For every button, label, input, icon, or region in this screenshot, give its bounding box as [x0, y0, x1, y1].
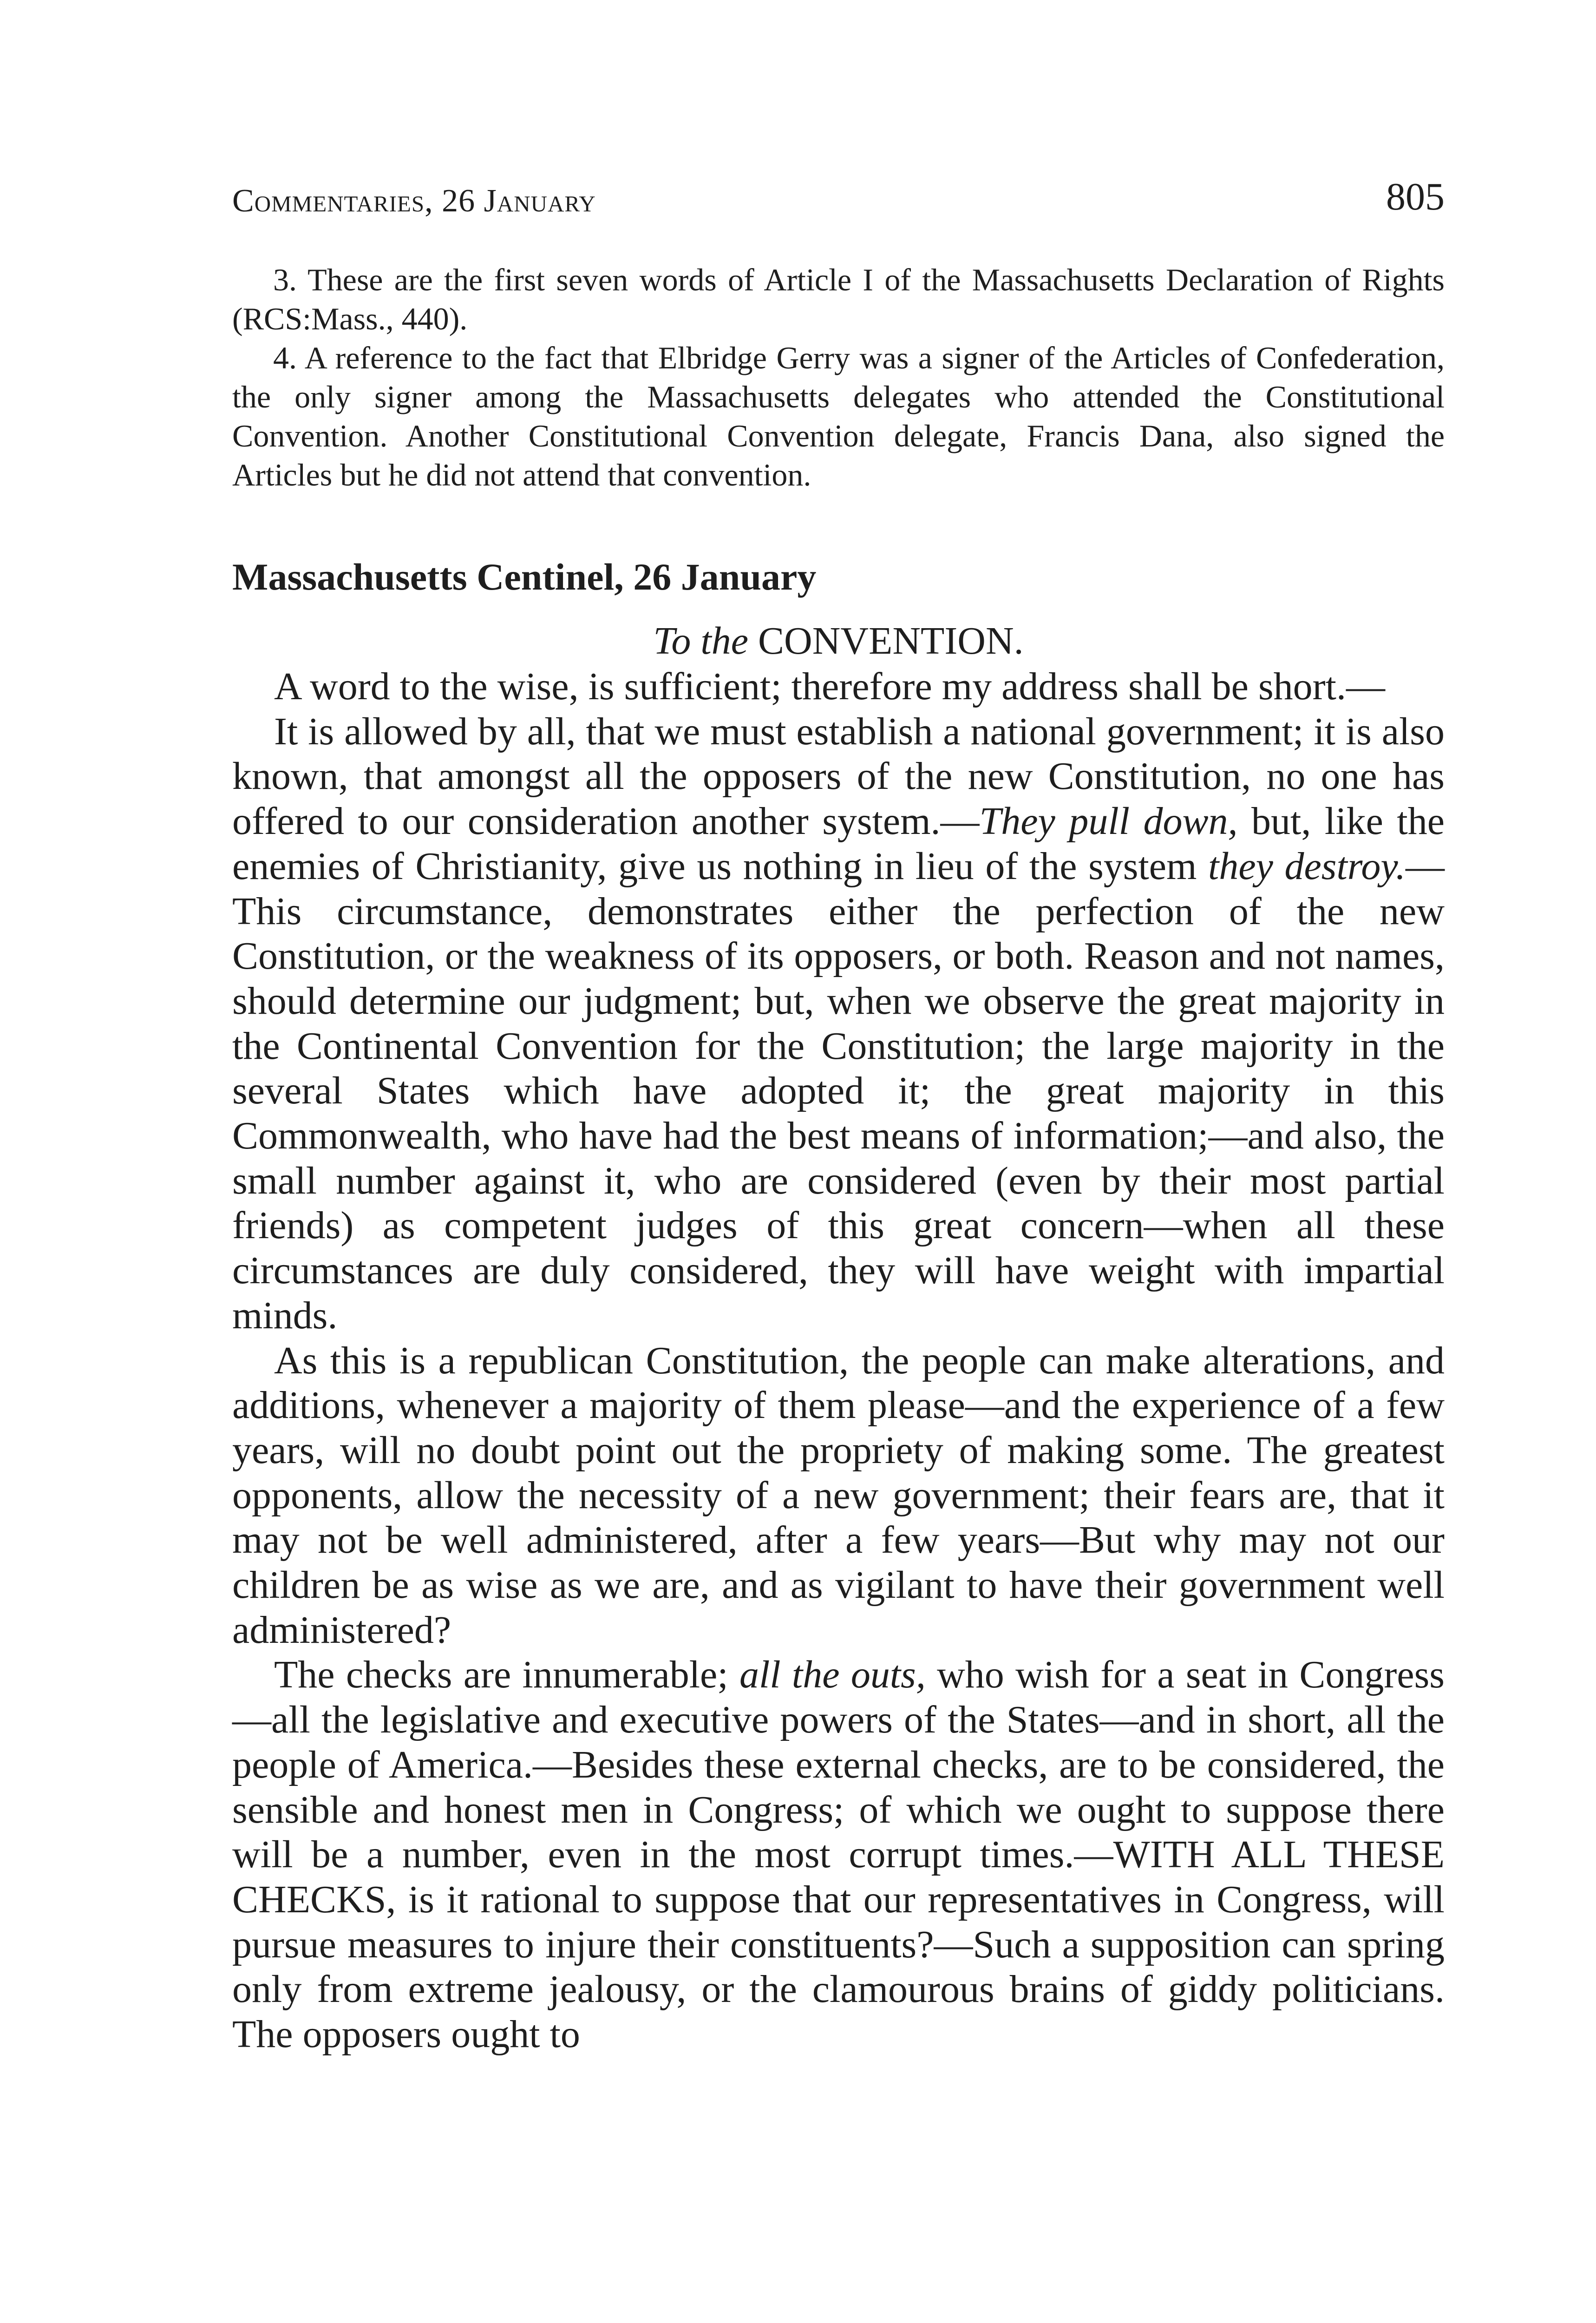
article-title-main: CONVENTION. [758, 619, 1024, 663]
article-title [232, 618, 1445, 664]
body-paragraph-4-italic: all the outs, [739, 1653, 926, 1697]
body-paragraph-2-italic-b: they destroy. [1208, 844, 1406, 888]
footnote-4: 4. A reference to the fact that Elbridge Gerry was a signer of the Articles of Confederation, the only signer among the Massachusetts delegates who attended the Constitutional Convention. Another Constitutional Convention delegate, Francis Dana, also signed the Articles but he did not attend that convention. [232, 340, 1445, 492]
body-paragraph-4-part-c: who wish for a seat in Congress—all the legislative and executive powers of the States—and in short, all the people of America.—Besides these external checks, are to be considered, the sensible and honest men in Congress; of which we ought to suppose there will be a number, even in the most corrupt times.—WITH ALL THESE CHECKS, is it rational to suppose that our representatives in Congress, will pursue measures to injure their constituents?—Such a supposition can spring only from extreme jealousy, or the clamourous brains of giddy politicians. The opposers ought to [232, 1653, 1445, 2056]
footnotes [232, 260, 1445, 494]
article-title-prefix: To the [653, 619, 749, 663]
body-paragraph-2-part-c: but, like the enemies of Christianity, give us nothing in lieu of the system [232, 800, 1445, 888]
body-paragraph-3: As this is a republican Constitution, the people can make alterations, and additions, whenever a majority of them please—and the experience of a few years, will no doubt point out the propriety of making some. The greatest opponents, allow the necessity of a new government; their fears are, that it may not be well administered, after a few years—But why may not our children be as wise as we are, and as vigilant to have their government well administered? [232, 1339, 1445, 1652]
body-paragraph-2-part-a: It is allowed by all, that we must establish a national government; it is also known, that amongst all the opposers of the new Constitution, no one has offered to our consideration another system.— [232, 709, 1445, 843]
article-body [232, 664, 1445, 2057]
body-paragraph-2-part-e: —This circumstance, demonstrates either the perfection of the new Constitution, or the weakness of its opposers, or both. Reason and not names, should determine our judgment; but, when we observe the great majority in the Continental Convention for the Constitution; the large majority in the several States which have adopted it; the great majority in this Commonwealth, who have had the best means of information;—and also, the small number against it, who are considered (even by their most partial friends) as competent judges of this great concern—when all these circumstances are duly considered, they will have weight with impartial minds. [232, 844, 1445, 1337]
page-number: 805 [1386, 175, 1445, 218]
running-title: Commentaries, 26 January [232, 183, 596, 219]
body-paragraph-4 [232, 1653, 1445, 2057]
body-paragraph-1: A word to the wise, is sufficient; therefore my address shall be short.— [274, 665, 1385, 708]
body-paragraph-2 [232, 709, 1445, 1339]
body-paragraph-2-italic-a: They pull down, [979, 800, 1238, 843]
section-heading: Massachusetts Centinel, 26 January [232, 556, 817, 598]
body-paragraph-4-part-a: The checks are innumerable; [274, 1653, 739, 1697]
running-head [232, 174, 1445, 225]
footnote-3: 3. These are the first seven words of Article I of the Massachusetts Declaration of Rights (RCS:Mass., 440). [232, 262, 1445, 336]
